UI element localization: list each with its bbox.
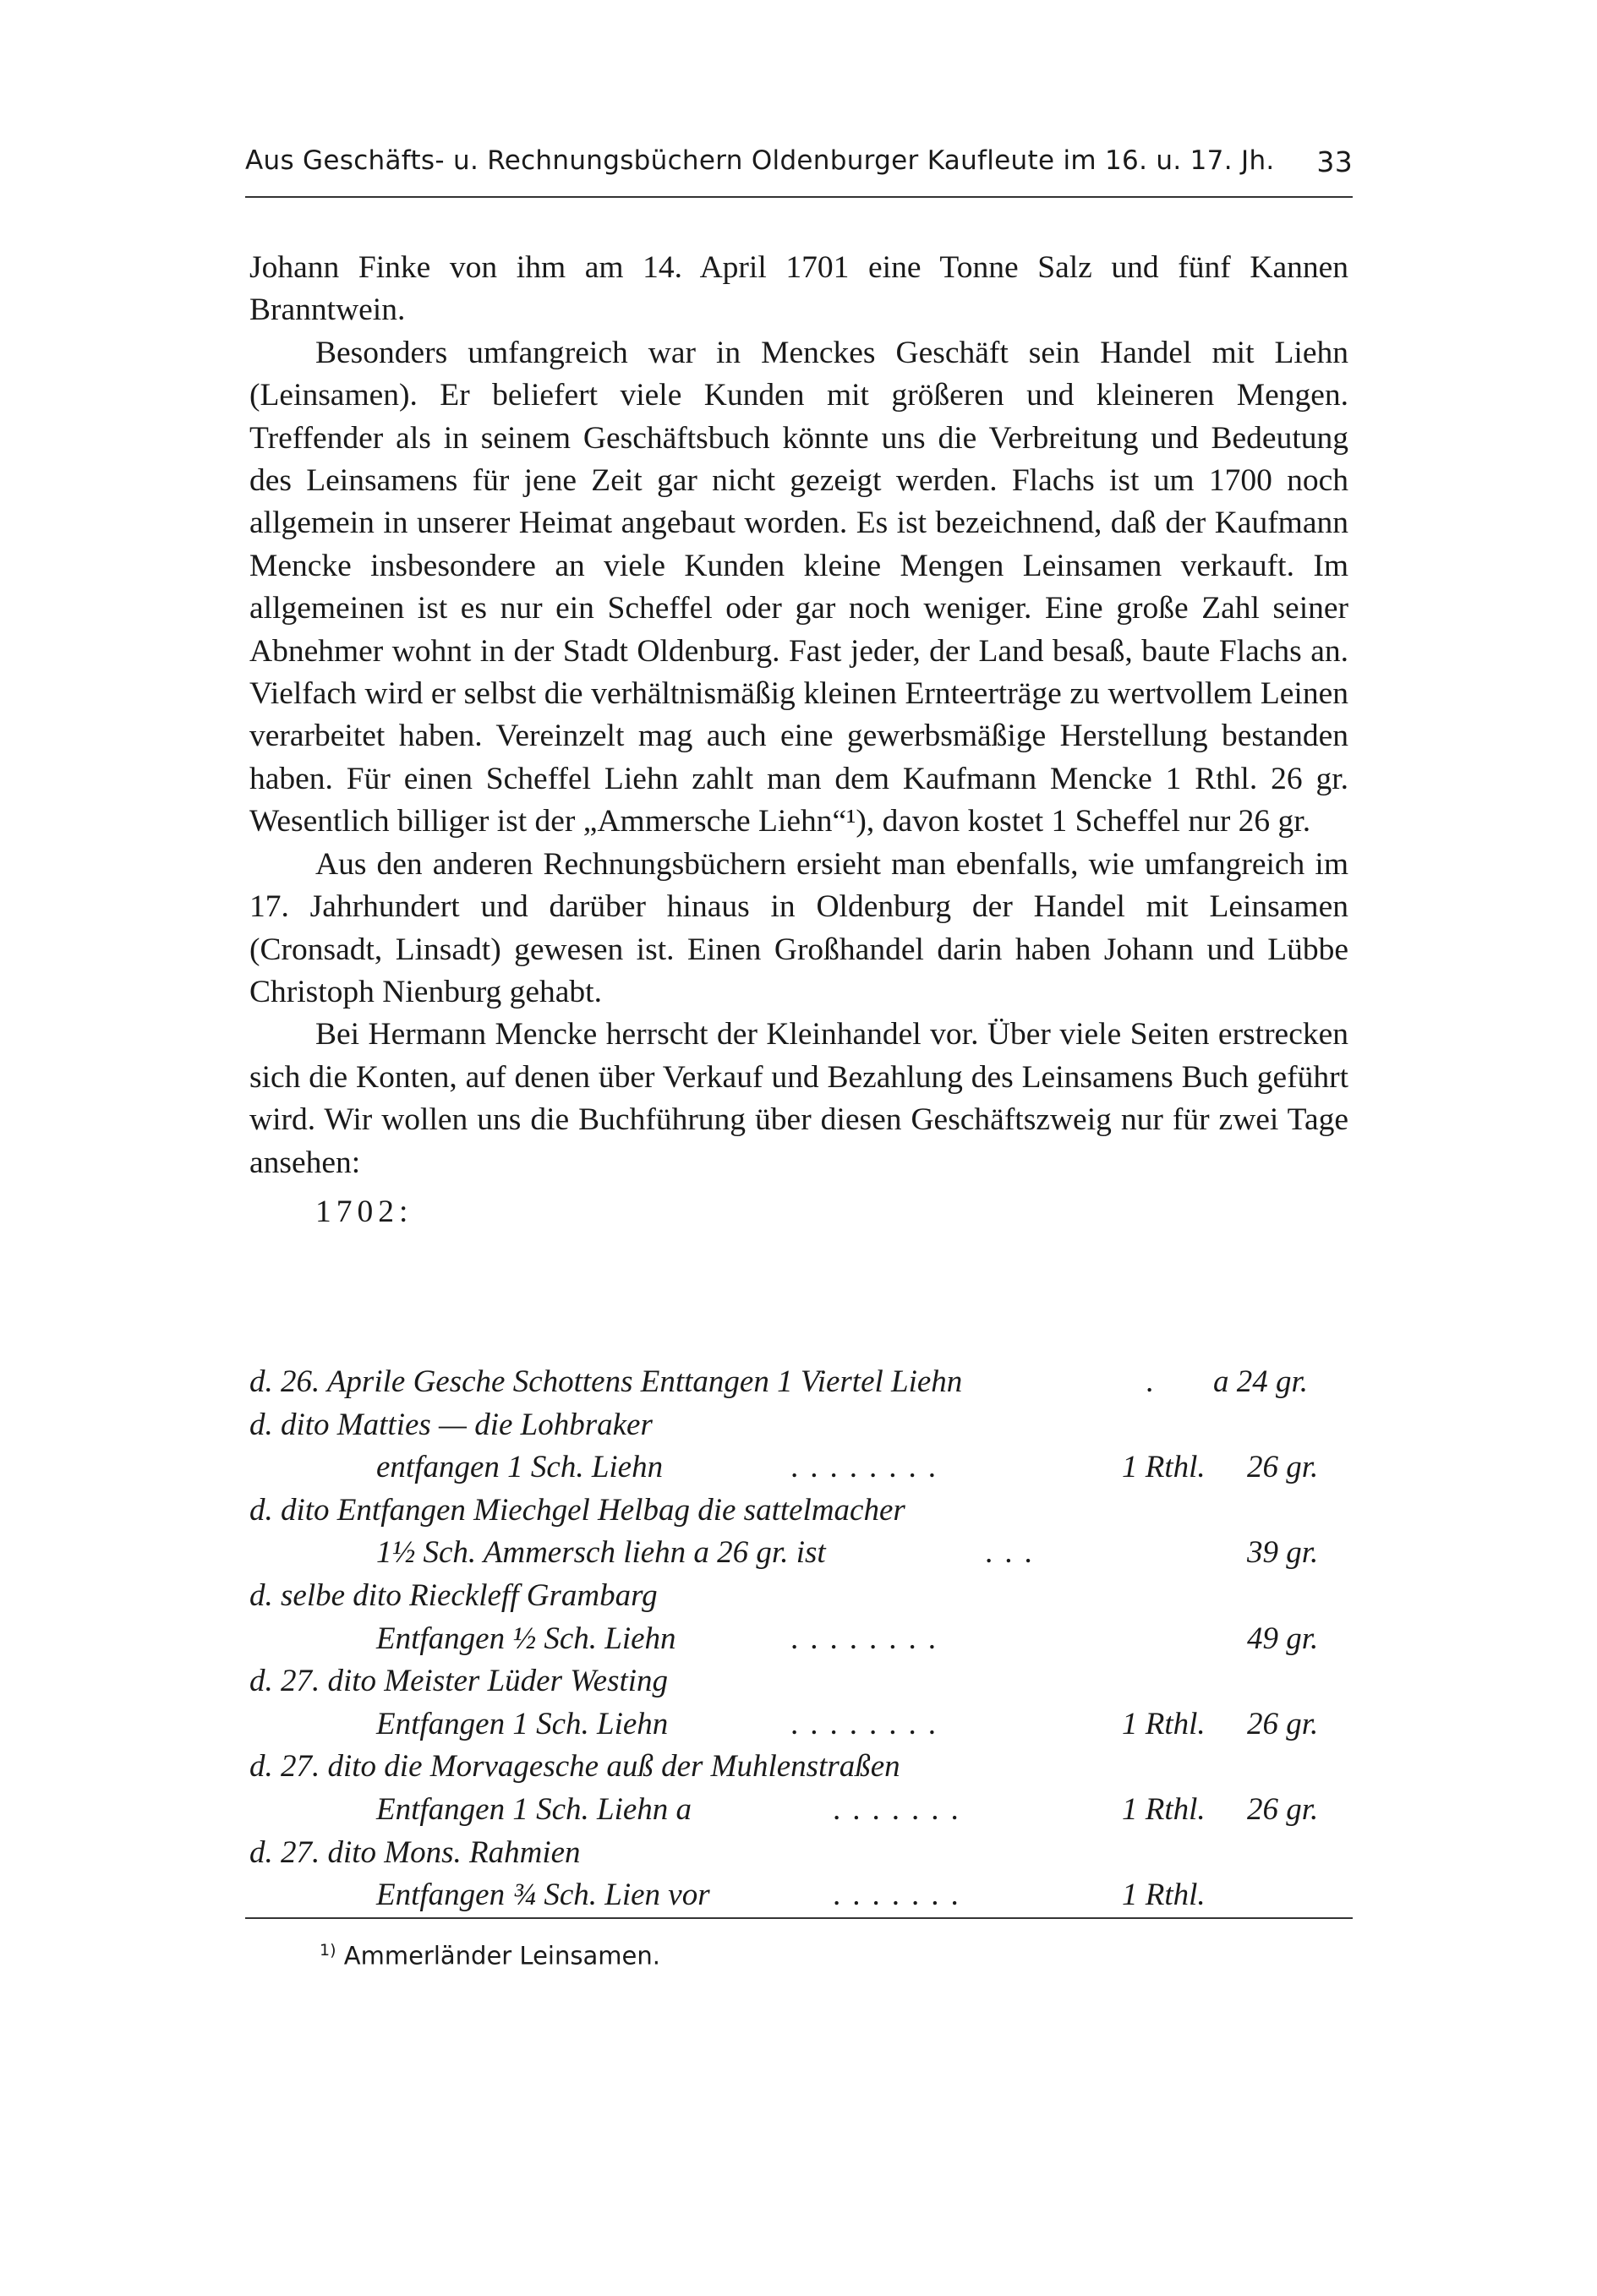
ledger-line	[249, 1703, 1365, 1747]
leader-dots: .......	[833, 1791, 971, 1827]
paragraph: Johann Finke von ihm am 14. April 1701 eine Tonne Salz und fünf Kannen Branntwein.	[249, 250, 1348, 328]
ledger-line	[249, 1618, 1365, 1661]
paragraph: Bei Hermann Mencke herrscht der Kleinhandel vor. Über viele Seiten erstrecken sich die Konten, auf denen über Verkauf und Bezahlung des Leinsamens Buch geführt wird. Wir wollen uns die Buchführung über diesen Geschäftszweig nur für zwei Tage ansehen:	[249, 1017, 1348, 1180]
ledger-entry-text: d. dito Entfangen Miechgel Helbag die sattelmacher	[249, 1492, 905, 1528]
footnote-text: Ammerländer Leinsamen.	[343, 1941, 660, 1971]
ledger-line	[249, 1789, 1365, 1832]
ledger-line	[249, 1832, 1365, 1875]
amount-gr: 26 gr.	[1247, 1450, 1319, 1485]
leader-dots: ........	[790, 1621, 948, 1656]
page-number: 33	[1316, 145, 1353, 178]
ledger-entry-text: entfangen 1 Sch. Liehn	[376, 1450, 664, 1485]
ledger-entry-text: 1½ Sch. Ammersch liehn a 26 gr. ist	[376, 1535, 826, 1571]
leader-dots: ...	[985, 1535, 1044, 1571]
amount-rthl: 1 Rthl.	[1122, 1791, 1206, 1827]
footnote-marker: 1)	[320, 1941, 336, 1960]
header-rule	[245, 196, 1353, 198]
paragraph: Aus den anderen Rechnungsbüchern ersieht man ebenfalls, wie umfangreich im 17. Jahrhundert und darüber hinaus in Oldenburg der Handel mit Leinsamen (Cronsadt, Linsadt) gewesen ist. Einen Großhandel darin haben Johann und Lübbe Christoph Nienburg gehabt.	[249, 846, 1348, 1009]
ledger-line	[249, 1532, 1365, 1575]
ledger-entry-text: Entfangen ¾ Sch. Lien vor	[376, 1878, 710, 1913]
ledger-line	[249, 1361, 1365, 1404]
ledger-entry-text: d. 27. dito Meister Lüder Westing	[249, 1664, 669, 1699]
ledger-year: 1702:	[315, 1194, 413, 1229]
amount-gr: a 24 gr.	[1213, 1364, 1309, 1399]
ledger-entry-text: d. 27. dito die Morvagesche auß der Muhlenstraßen	[249, 1749, 900, 1785]
ledger-line	[249, 1404, 1365, 1447]
running-header	[245, 145, 1353, 176]
footnote-rule	[245, 1917, 1353, 1919]
amount-rthl: 1 Rthl.	[1122, 1706, 1206, 1741]
ledger-entry-text: d. 26. Aprile Gesche Schottens Enttangen 1 Viertel Liehn	[249, 1364, 963, 1399]
amount-gr: 26 gr.	[1247, 1791, 1319, 1827]
leader-dots: .	[1146, 1364, 1166, 1399]
amount-gr: 39 gr.	[1247, 1535, 1319, 1571]
amount-rthl: 1 Rthl.	[1122, 1878, 1206, 1913]
ledger-line	[249, 1490, 1365, 1533]
ledger-entry-text: d. selbe dito Rieckleff Grambarg	[249, 1577, 658, 1613]
ledger-line	[249, 1746, 1365, 1789]
ledger-line	[249, 1575, 1365, 1618]
ledger-entry-text: Entfangen ½ Sch. Liehn	[376, 1621, 676, 1656]
running-title: Aus Geschäfts- u. Rechnungsbüchern Oldenburger Kaufleute im 16. u. 17. Jh.	[245, 145, 1275, 176]
amount-gr: 26 gr.	[1247, 1706, 1319, 1741]
amount-gr: 49 gr.	[1247, 1621, 1319, 1656]
leader-dots: ........	[790, 1706, 948, 1741]
ledger-line	[249, 1660, 1365, 1703]
footnote	[320, 1941, 660, 1971]
paragraph: Besonders umfangreich war in Menckes Geschäft sein Handel mit Liehn (Leinsamen). Er beliefert viele Kunden mit größeren und kleineren Mengen. Treffender als in seinem Geschäftsbuch könnte uns die Verbreitung und Bedeutung des Leinsamens für jene Zeit gar nicht gezeigt werden. Flachs ist um 1700 noch allgemein in unserer Heimat angebaut worden. Es ist bezeichnend, daß der Kaufmann Mencke insbesondere an viele Kunden kleine Mengen Leinsamen verkauft. Im allgemeinen ist es nur ein Scheffel oder gar noch weniger. Eine große Zahl seiner Abnehmer wohnt in der Stadt Oldenburg. Fast jeder, der Land besaß, baute Flachs an. Vielfach wird er selbst die verhältnismäßig kleinen Ernteerträge zu wertvollem Leinen verarbeitet haben. Vereinzelt mag auch eine gewerbsmäßige Herstellung bestanden haben. Für einen Scheffel Liehn zahlt man dem Kaufmann Mencke 1 Rthl. 26 gr. Wesentlich billiger ist der „Ammersche Liehn“¹), davon kostet 1 Scheffel nur 26 gr.	[249, 335, 1348, 839]
ledger-excerpt	[249, 1361, 1365, 1917]
ledger-line	[249, 1446, 1365, 1490]
ledger-line	[249, 1874, 1365, 1917]
body-text	[249, 247, 1348, 1233]
ledger-entry-text: Entfangen 1 Sch. Liehn	[376, 1706, 669, 1741]
leader-dots: .......	[833, 1878, 971, 1913]
ledger-entry-text: Entfangen 1 Sch. Liehn a	[376, 1791, 692, 1827]
amount-rthl: 1 Rthl.	[1122, 1450, 1206, 1485]
leader-dots: ........	[790, 1450, 948, 1485]
ledger-entry-text: d. 27. dito Mons. Rahmien	[249, 1834, 581, 1870]
ledger-entry-text: d. dito Matties — die Lohbraker	[249, 1407, 653, 1442]
